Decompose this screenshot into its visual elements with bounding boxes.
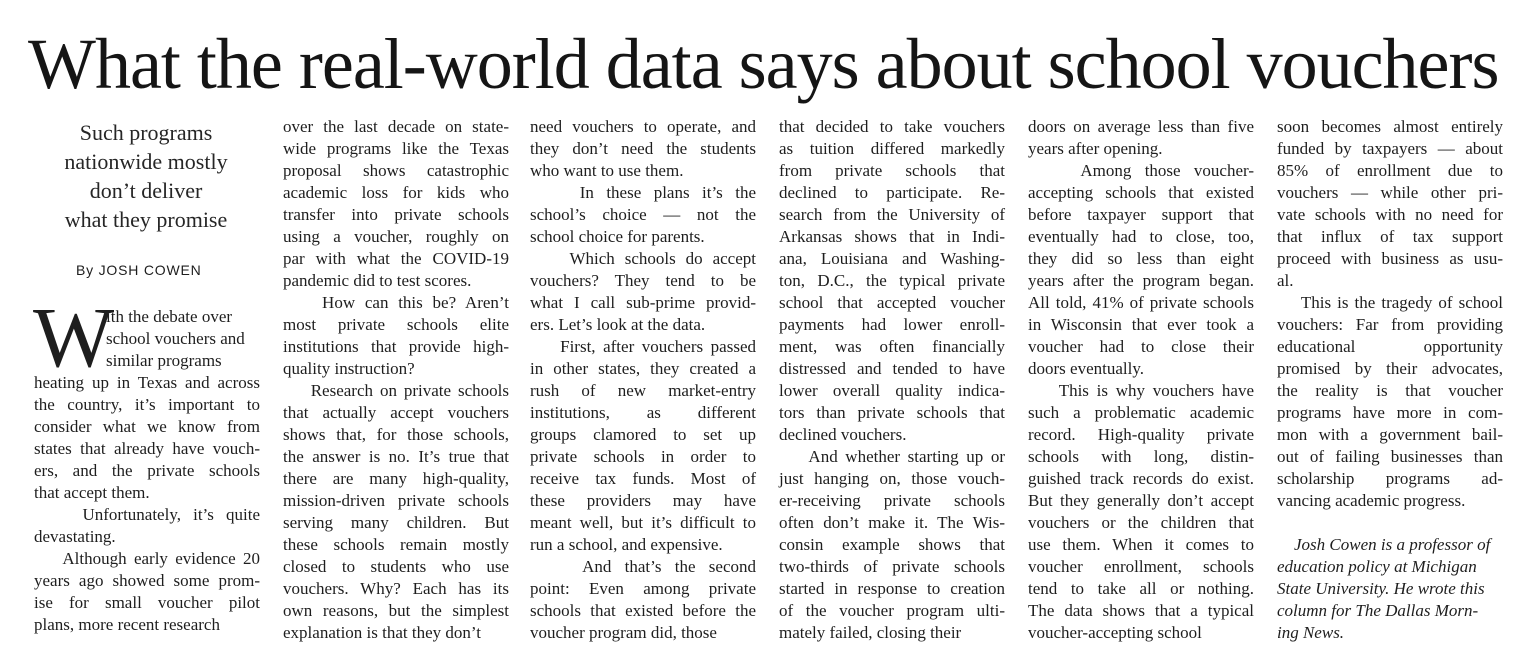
text-line: use them. When it comes to: [1028, 535, 1254, 554]
text-line: such a problematic academic: [1028, 403, 1254, 422]
text-line: institutions, as different: [530, 403, 756, 422]
text-line: guished track records do exist.: [1028, 469, 1254, 488]
text-line: that decided to take vouchers: [779, 117, 1005, 136]
text-line: This is the tragedy of school: [1277, 293, 1503, 312]
text-line: ers. Let’s look at the data.: [530, 315, 706, 334]
text-line: schools with long, distin-: [1028, 447, 1254, 466]
text-line: they don’t need the students: [530, 139, 756, 158]
text-line: But they generally don’t accept: [1028, 491, 1254, 510]
text-line: quality instruction?: [283, 359, 415, 378]
text-line: proposal shows catastrophic: [283, 161, 509, 180]
text-line: rush of new market-entry: [530, 381, 756, 400]
text-line: before taxpayer support that: [1028, 205, 1254, 224]
text-line: years after the program began.: [1028, 271, 1254, 290]
text-line: what I call sub-prime provid-: [530, 293, 756, 312]
text-line: academic loss for kids who: [283, 183, 509, 202]
text-line: This is why vouchers have: [1028, 381, 1254, 400]
text-line: Arkansas shows that in Indi-: [779, 227, 1005, 246]
text-line: that accept them.: [34, 483, 150, 502]
text-line: consider what we know from: [34, 417, 260, 436]
text-line: point: Even among private: [530, 579, 756, 598]
text-line: vouchers. Why? Each has its: [283, 579, 509, 598]
text-line: ton, D.C., the typical private: [779, 271, 1005, 290]
text-line: mission-driven private schools: [283, 491, 509, 510]
text-line: these schools remain mostly: [283, 535, 509, 554]
text-line: tors than private schools that: [779, 403, 1005, 422]
text-line: heating up in Texas and across: [34, 373, 260, 392]
text-line: ing News.: [1277, 623, 1345, 642]
text-line: column for The Dallas Morn-: [1277, 601, 1479, 620]
text-line: programs have more in com-: [1277, 403, 1503, 422]
text-line: doors on average less than five: [1028, 117, 1254, 136]
text-line: the answer is no. It’s true that: [283, 447, 509, 466]
text-line: payments had lower enroll-: [779, 315, 1005, 334]
text-line: search from the University of: [779, 205, 1005, 224]
text-line: voucher program did, those: [530, 623, 717, 642]
article-column-1: [34, 306, 260, 636]
text-line: states that already have vouch-: [34, 439, 260, 458]
text-line: Which schools do accept: [530, 249, 756, 268]
text-line: proceed with business as usu-: [1277, 249, 1503, 268]
headline: What the real-world data says about school vouchers: [28, 24, 1499, 104]
text-line: in other states, they created a: [530, 359, 756, 378]
text-line: eventually had to close, too,: [1028, 227, 1254, 246]
text-line: years ago showed some prom-: [34, 571, 260, 590]
text-line: of the voucher program ulti-: [779, 601, 1005, 620]
deck-line: don’t deliver: [89, 178, 203, 203]
article-column-4: [779, 116, 1005, 644]
text-line: school that accepted voucher: [779, 293, 1005, 312]
text-line: In these plans it’s the: [530, 183, 756, 202]
text-line: just hanging on, those vouch-: [779, 469, 1005, 488]
text-line: declined to participate. Re-: [779, 183, 1005, 202]
text-line: education policy at Michigan: [1277, 557, 1477, 576]
deck-line: nationwide mostly: [64, 149, 228, 174]
text-line: The data shows that a typical: [1028, 601, 1254, 620]
text-line: vate schools with no need for: [1277, 205, 1503, 224]
article-column-6: [1277, 116, 1503, 644]
drop-cap: W: [33, 289, 115, 385]
text-line: institutions that provide high-: [283, 337, 509, 356]
text-line: Unfortunately, it’s quite: [34, 505, 260, 524]
text-line: tend to take all or nothing.: [1028, 579, 1254, 598]
text-line: record. High-quality private: [1028, 425, 1254, 444]
text-line: shows that, for those schools,: [283, 425, 509, 444]
article-column-2: [283, 116, 509, 644]
deck-line: what they promise: [64, 207, 228, 232]
text-line: using a voucher, roughly on: [283, 227, 509, 246]
text-line: private schools in order to: [530, 447, 756, 466]
text-line: plans, more recent research: [34, 615, 220, 634]
text-line: over the last decade on state-: [283, 117, 509, 136]
text-line: own reasons, but the simplest: [283, 601, 509, 620]
text-line: transfer into private schools: [283, 205, 509, 224]
text-line: distressed and tended to have: [779, 359, 1005, 378]
text-line: as tuition differed markedly: [779, 139, 1005, 158]
text-line: closed to students who use: [283, 557, 509, 576]
text-line: these providers may have: [530, 491, 756, 510]
text-line: pandemic did to test scores.: [283, 271, 472, 290]
text-line: similar programs: [106, 351, 222, 370]
text-line: out of failing businesses than: [1277, 447, 1503, 466]
text-line: the reality is that voucher: [1277, 381, 1503, 400]
deck: [46, 118, 246, 234]
deck-line: Such programs: [79, 120, 213, 145]
text-line: State University. He wrote this: [1277, 579, 1485, 598]
text-line: who want to use them.: [530, 161, 684, 180]
text-line: 85% of enrollment due to: [1277, 161, 1503, 180]
text-line: ise for small voucher pilot: [34, 593, 260, 612]
text-line: promised by their advocates,: [1277, 359, 1503, 378]
text-line: funded by taxpayers — about: [1277, 139, 1503, 158]
text-line: How can this be? Aren’t: [283, 293, 509, 312]
text-line: lower overall quality indica-: [779, 381, 1005, 400]
text-line: ers, and the private schools: [34, 461, 260, 480]
text-line: that actually accept vouchers: [283, 403, 509, 422]
text-line: vouchers — while other pri-: [1277, 183, 1503, 202]
text-line: Among those voucher-: [1028, 161, 1254, 180]
text-line: receive tax funds. Most of: [530, 469, 756, 488]
text-line: most private schools elite: [283, 315, 509, 334]
article-column-3: [530, 116, 756, 644]
text-line: years after opening.: [1028, 139, 1163, 158]
text-line: voucher-accepting school: [1028, 623, 1202, 642]
text-line: al.: [1277, 271, 1294, 290]
text-line: meant well, but it’s difficult to: [530, 513, 756, 532]
text-line: devastating.: [34, 527, 116, 546]
text-line: par with what the COVID-19: [283, 249, 509, 268]
byline: By JOSH COWEN: [76, 262, 202, 278]
text-line: All told, 41% of private schools: [1028, 293, 1254, 312]
text-line: vouchers: Far from providing: [1277, 315, 1503, 334]
text-line: voucher enrollment, schools: [1028, 557, 1254, 576]
text-line: school vouchers and: [106, 329, 245, 348]
text-line: that influx of tax support: [1277, 227, 1503, 246]
text-line: accepting schools that existed: [1028, 183, 1254, 202]
text-line: ana, Louisiana and Washing-: [779, 249, 1005, 268]
text-line: school’s choice — not the: [530, 205, 756, 224]
text-line: the country, it’s important to: [34, 395, 260, 414]
text-line: mately failed, closing their: [779, 623, 962, 642]
text-line: from private schools that: [779, 161, 1005, 180]
text-line: consin example shows that: [779, 535, 1005, 554]
text-line: vouchers or the children that: [1028, 513, 1254, 532]
text-line: vouchers? They tend to be: [530, 271, 756, 290]
text-line: there are many high-quality,: [283, 469, 509, 488]
text-line: serving many children. But: [283, 513, 509, 532]
text-line: And that’s the second: [530, 557, 756, 576]
text-line: often don’t make it. The Wis-: [779, 513, 1005, 532]
text-line: ith the debate over: [106, 307, 233, 326]
text-line: wide programs like the Texas: [283, 139, 509, 158]
text-line: First, after vouchers passed: [530, 337, 756, 356]
text-line: schools that existed before the: [530, 601, 756, 620]
text-line: [1277, 512, 1503, 534]
text-line: scholarship programs ad-: [1277, 469, 1503, 488]
article-column-5: [1028, 116, 1254, 644]
text-line: Research on private schools: [283, 381, 509, 400]
text-line: school choice for parents.: [530, 227, 705, 246]
text-line: vancing academic progress.: [1277, 491, 1466, 510]
text-line: groups clamored to set up: [530, 425, 756, 444]
text-line: they did so less than eight: [1028, 249, 1254, 268]
text-line: Although early evidence 20: [34, 549, 260, 568]
text-line: mon with a government bail-: [1277, 425, 1503, 444]
text-line: doors eventually.: [1028, 359, 1144, 378]
text-line: need vouchers to operate, and: [530, 117, 756, 136]
text-line: two-thirds of private schools: [779, 557, 1005, 576]
text-line: educational opportunity: [1277, 337, 1503, 356]
text-line: declined vouchers.: [779, 425, 907, 444]
text-line: run a school, and expensive.: [530, 535, 723, 554]
text-line: And whether starting up or: [779, 447, 1005, 466]
text-line: Josh Cowen is a professor of: [1277, 535, 1491, 554]
text-line: soon becomes almost entirely: [1277, 117, 1503, 136]
text-line: ment, was often financially: [779, 337, 1005, 356]
text-line: in Wisconsin that ever took a: [1028, 315, 1254, 334]
text-line: voucher had to close their: [1028, 337, 1254, 356]
text-line: started in response to creation: [779, 579, 1005, 598]
text-line: explanation is that they don’t: [283, 623, 481, 642]
text-line: er-receiving private schools: [779, 491, 1005, 510]
